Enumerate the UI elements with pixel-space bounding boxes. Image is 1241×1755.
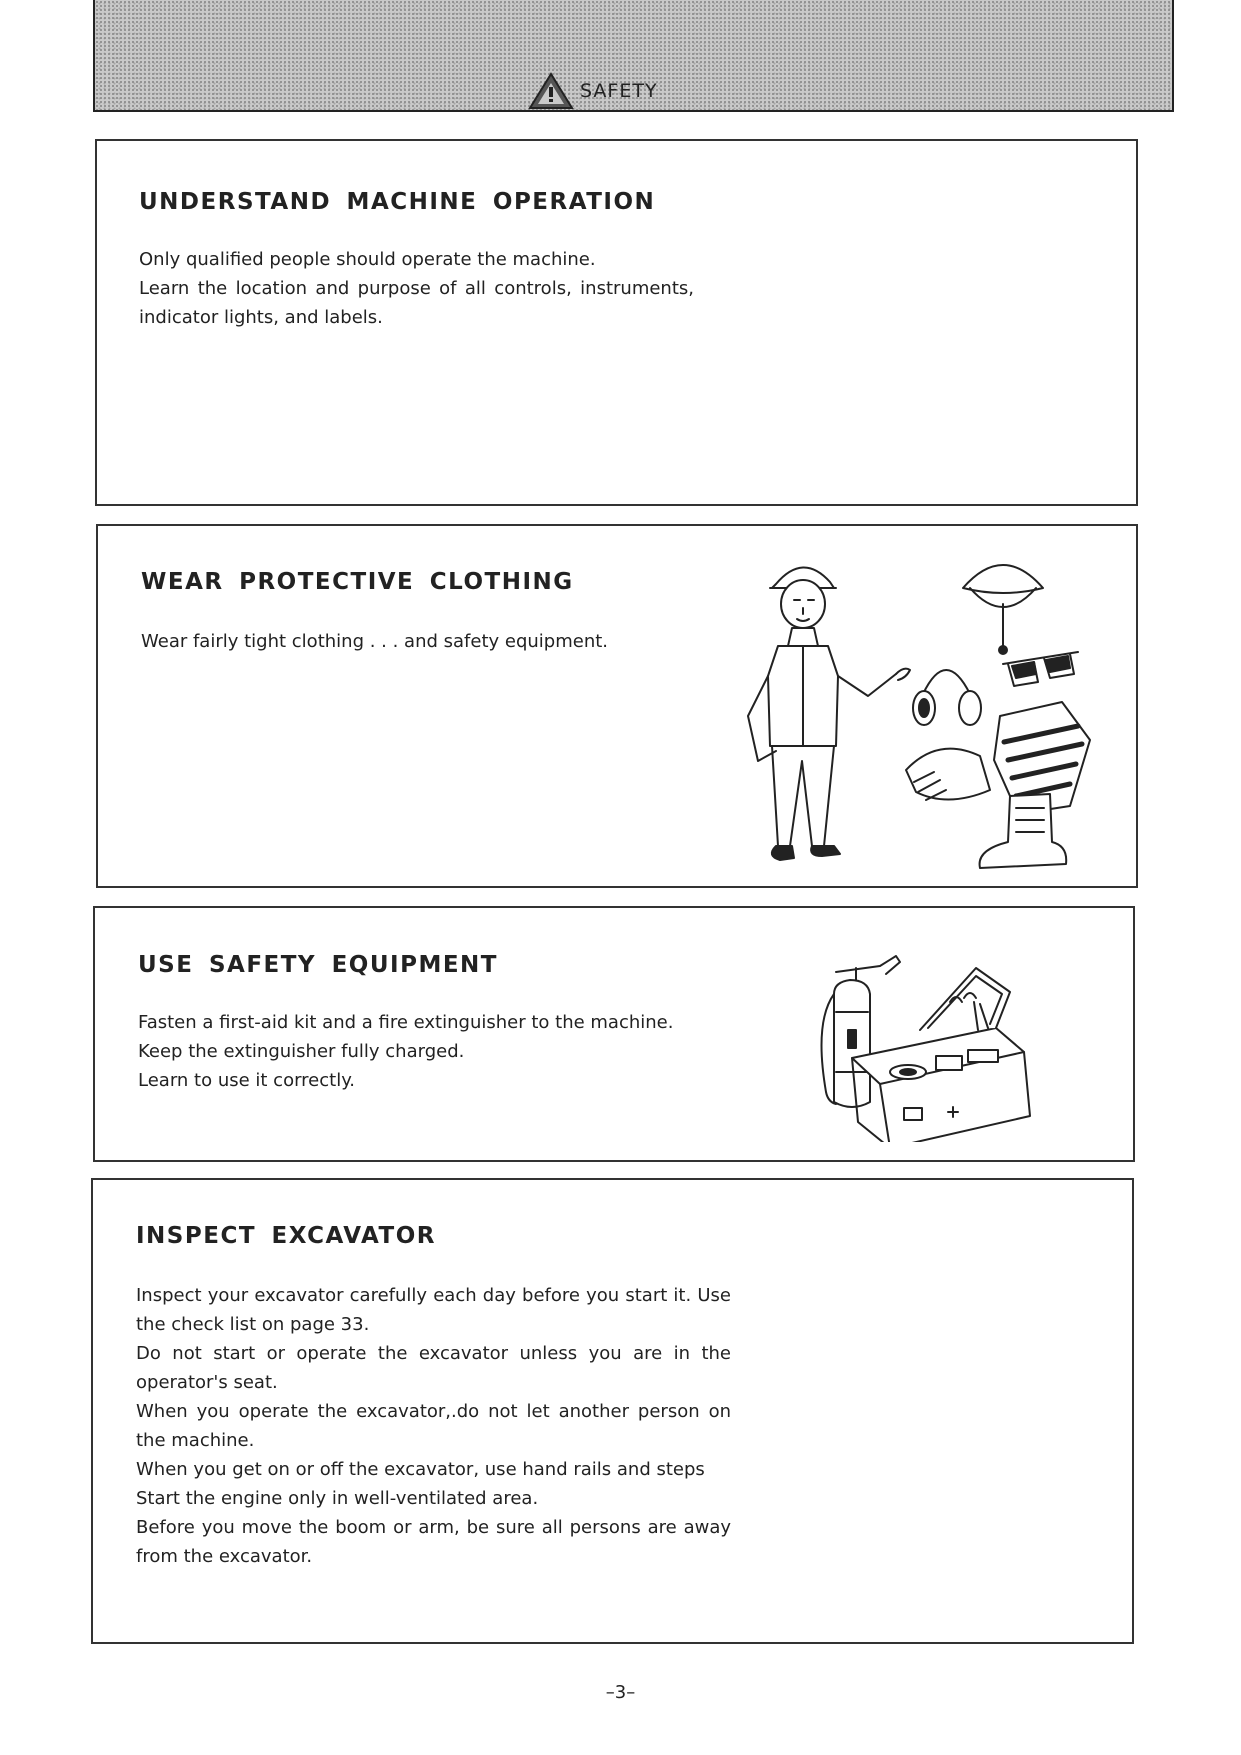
section-title: INSPECT EXCAVATOR <box>136 1223 436 1249</box>
section-title: WEAR PROTECTIVE CLOTHING <box>141 569 574 595</box>
worker-with-protective-gear-icon <box>718 546 1128 876</box>
section-body <box>141 627 681 656</box>
section-use-safety-equipment <box>93 906 1135 1162</box>
body-line: Fasten a first-aid kit and a fire extinguisher to the machine. <box>138 1012 674 1033</box>
body-line: When you get on or off the excavator, use hand rails and steps <box>136 1459 705 1480</box>
page-number: –3– <box>605 1682 636 1703</box>
header-title-text: SAFETY <box>580 80 658 102</box>
section-body <box>138 1008 728 1095</box>
body-line: Inspect your excavator carefully each day before you start it. Use the check list on page 33. <box>136 1285 731 1335</box>
body-line: Learn the location and purpose of all controls, instruments, indicator lights, and labels. <box>139 278 694 328</box>
warning-triangle-icon <box>528 72 574 110</box>
body-line: When you operate the excavator,.do not let another person on the machine. <box>136 1401 731 1451</box>
body-line: Before you move the boom or arm, be sure all persons are away from the excavator. <box>136 1517 731 1567</box>
section-inspect-excavator <box>91 1178 1134 1644</box>
section-title: USE SAFETY EQUIPMENT <box>138 952 498 978</box>
body-line: Keep the extinguisher fully charged. <box>138 1041 465 1062</box>
body-line: Learn to use it correctly. <box>138 1070 356 1091</box>
fire-extinguisher-and-first-aid-kit-icon <box>800 932 1140 1142</box>
section-wear-protective-clothing <box>96 524 1138 888</box>
body-line: Wear fairly tight clothing . . . and safety equipment. <box>141 631 609 652</box>
section-body <box>136 1281 731 1571</box>
section-title: UNDERSTAND MACHINE OPERATION <box>139 189 656 215</box>
body-line: Start the engine only in well-ventilated area. <box>136 1488 539 1509</box>
body-line: Do not start or operate the excavator unless you are in the operator's seat. <box>136 1343 731 1393</box>
header-title <box>528 72 658 110</box>
body-line: Only qualified people should operate the machine. <box>139 249 596 270</box>
section-understand-machine-operation <box>95 139 1138 506</box>
section-body <box>139 245 694 332</box>
